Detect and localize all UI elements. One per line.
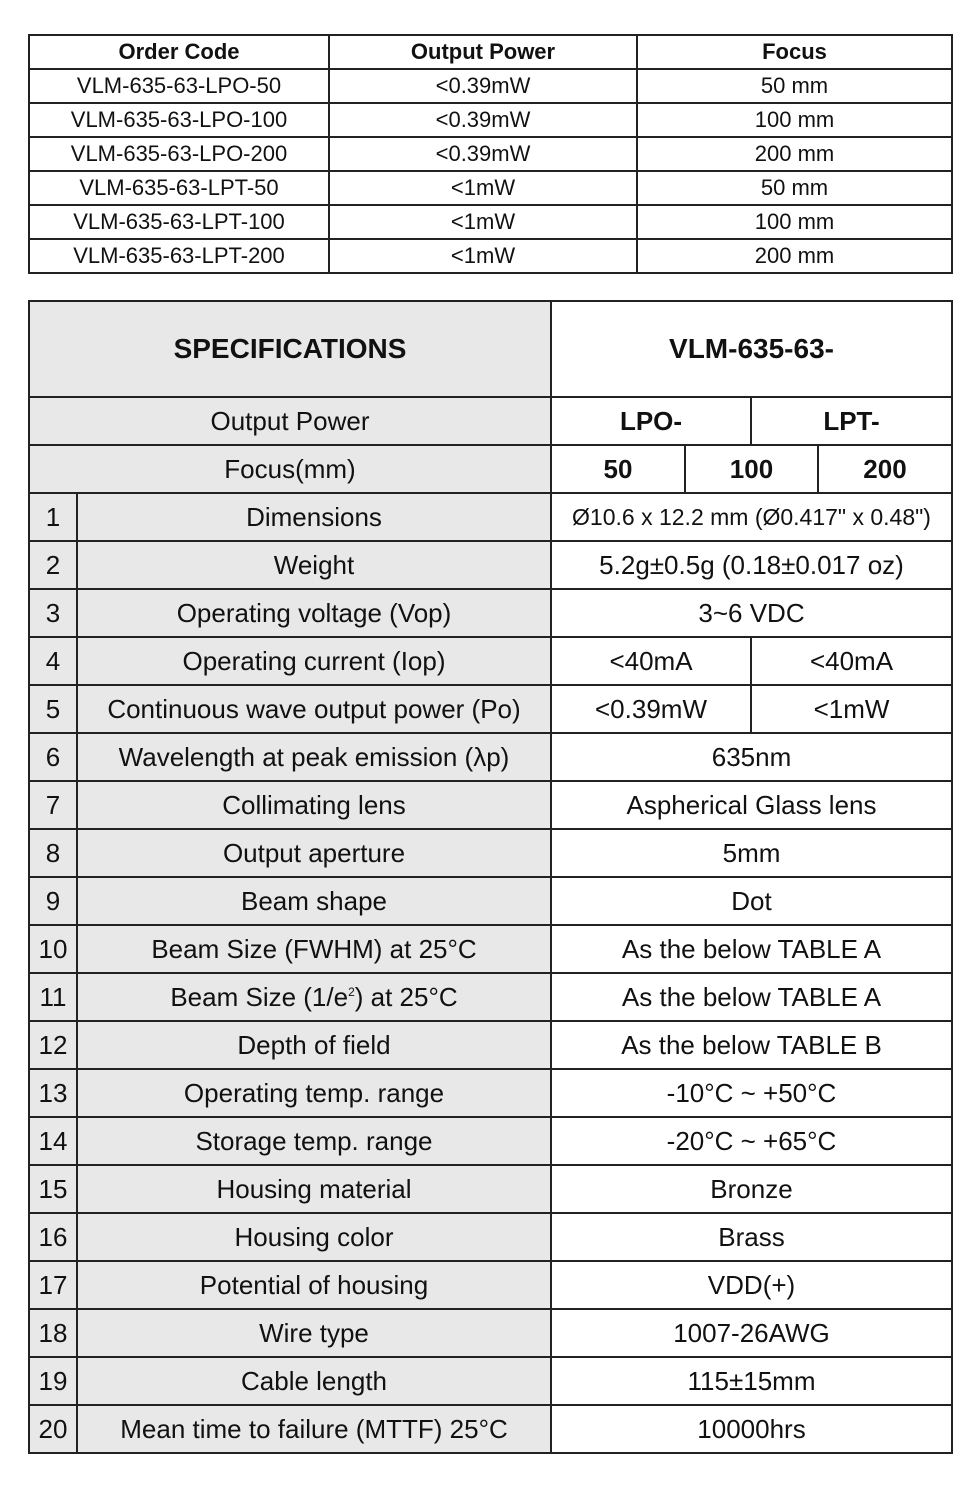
order-code: VLM-635-63-LPT-200 — [29, 239, 329, 273]
order-code: VLM-635-63-LPT-100 — [29, 205, 329, 239]
spec-model: VLM-635-63- — [551, 301, 952, 397]
row-number: 16 — [29, 1213, 77, 1261]
spec-value: Aspherical Glass lens — [551, 781, 952, 829]
row-number: 4 — [29, 637, 77, 685]
variant-lpt: LPT- — [751, 397, 952, 445]
order-code: VLM-635-63-LPT-50 — [29, 171, 329, 205]
row-number: 6 — [29, 733, 77, 781]
table-row — [29, 1213, 952, 1261]
table-row — [29, 493, 952, 541]
spec-label — [77, 973, 551, 1021]
table-row — [29, 829, 952, 877]
spec-value: 115±15mm — [551, 1357, 952, 1405]
table-row — [29, 1117, 952, 1165]
spec-value: Bronze — [551, 1165, 952, 1213]
spec-label: Collimating lens — [77, 781, 551, 829]
row-number: 14 — [29, 1117, 77, 1165]
spec-value-lpt: <1mW — [751, 685, 952, 733]
spec-label: Cable length — [77, 1357, 551, 1405]
spec-value: 635nm — [551, 733, 952, 781]
spec-label: Wire type — [77, 1309, 551, 1357]
spec-value: As the below TABLE A — [551, 925, 952, 973]
row-number: 12 — [29, 1021, 77, 1069]
table-row — [29, 733, 952, 781]
focus-label: Focus(mm) — [29, 445, 551, 493]
spec-value: Dot — [551, 877, 952, 925]
spec-label-pre: Beam Size (1/e — [170, 981, 349, 1012]
spec-value: VDD(+) — [551, 1261, 952, 1309]
spec-label-sup: 2 — [348, 984, 355, 999]
row-number: 8 — [29, 829, 77, 877]
output-power: <1mW — [329, 205, 637, 239]
table-row — [29, 925, 952, 973]
focus-value-200: 200 — [818, 445, 952, 493]
output-power-row — [29, 397, 952, 445]
spec-label: Housing color — [77, 1213, 551, 1261]
spec-label: Potential of housing — [77, 1261, 551, 1309]
table-row — [29, 103, 952, 137]
order-code: VLM-635-63-LPO-100 — [29, 103, 329, 137]
row-number: 1 — [29, 493, 77, 541]
table-row — [29, 685, 952, 733]
row-number: 19 — [29, 1357, 77, 1405]
table-row — [29, 205, 952, 239]
table-row — [29, 1357, 952, 1405]
spec-label: Operating current (Iop) — [77, 637, 551, 685]
spec-label: Continuous wave output power (Po) — [77, 685, 551, 733]
specifications-table — [28, 300, 953, 1454]
table-row — [29, 239, 952, 273]
table-row — [29, 1165, 952, 1213]
focus-value-100: 100 — [685, 445, 818, 493]
spec-label: Wavelength at peak emission (λp) — [77, 733, 551, 781]
output-power-label: Output Power — [29, 397, 551, 445]
table-row — [29, 69, 952, 103]
focus: 200 mm — [637, 137, 952, 171]
spec-header-row — [29, 301, 952, 397]
spec-value: 5mm — [551, 829, 952, 877]
table-row — [29, 1405, 952, 1453]
spec-label: Beam Size (FWHM) at 25°C — [77, 925, 551, 973]
spec-value-lpt: <40mA — [751, 637, 952, 685]
row-number: 2 — [29, 541, 77, 589]
spec-label: Storage temp. range — [77, 1117, 551, 1165]
table-row — [29, 589, 952, 637]
focus-value-50: 50 — [551, 445, 685, 493]
table-row — [29, 1069, 952, 1117]
spec-label: Operating voltage (Vop) — [77, 589, 551, 637]
focus: 50 mm — [637, 171, 952, 205]
order-table-header — [29, 35, 952, 69]
spec-value-lpo: <40mA — [551, 637, 751, 685]
spec-label: Weight — [77, 541, 551, 589]
table-row — [29, 877, 952, 925]
spec-value: 3~6 VDC — [551, 589, 952, 637]
order-code-table — [28, 34, 953, 274]
output-power: <0.39mW — [329, 103, 637, 137]
table-row — [29, 1309, 952, 1357]
spec-label: Output aperture — [77, 829, 551, 877]
spec-value: -10°C ~ +50°C — [551, 1069, 952, 1117]
row-number: 7 — [29, 781, 77, 829]
row-number: 20 — [29, 1405, 77, 1453]
table-row — [29, 171, 952, 205]
output-power: <0.39mW — [329, 69, 637, 103]
row-number: 15 — [29, 1165, 77, 1213]
spec-value: -20°C ~ +65°C — [551, 1117, 952, 1165]
row-number: 3 — [29, 589, 77, 637]
spec-label: Housing material — [77, 1165, 551, 1213]
spec-title: SPECIFICATIONS — [29, 301, 551, 397]
spec-value: As the below TABLE B — [551, 1021, 952, 1069]
spec-label: Operating temp. range — [77, 1069, 551, 1117]
row-number: 11 — [29, 973, 77, 1021]
row-number: 10 — [29, 925, 77, 973]
spec-value: Ø10.6 x 12.2 mm (Ø0.417" x 0.48") — [551, 493, 952, 541]
table-row — [29, 1261, 952, 1309]
row-number: 17 — [29, 1261, 77, 1309]
spec-label: Depth of field — [77, 1021, 551, 1069]
output-power: <0.39mW — [329, 137, 637, 171]
focus-row — [29, 445, 952, 493]
output-power: <1mW — [329, 239, 637, 273]
table-row — [29, 973, 952, 1021]
header-output-power: Output Power — [329, 35, 637, 69]
row-number: 5 — [29, 685, 77, 733]
spec-value: Brass — [551, 1213, 952, 1261]
spec-value: 5.2g±0.5g (0.18±0.017 oz) — [551, 541, 952, 589]
spec-value: 1007-26AWG — [551, 1309, 952, 1357]
spec-value: As the below TABLE A — [551, 973, 952, 1021]
row-number: 13 — [29, 1069, 77, 1117]
spec-label: Dimensions — [77, 493, 551, 541]
table-row — [29, 781, 952, 829]
focus: 100 mm — [637, 103, 952, 137]
focus: 100 mm — [637, 205, 952, 239]
variant-lpo: LPO- — [551, 397, 751, 445]
spec-label: Beam shape — [77, 877, 551, 925]
header-order-code: Order Code — [29, 35, 329, 69]
table-row — [29, 1021, 952, 1069]
row-number: 9 — [29, 877, 77, 925]
spec-value: 10000hrs — [551, 1405, 952, 1453]
focus: 200 mm — [637, 239, 952, 273]
spec-value-lpo: <0.39mW — [551, 685, 751, 733]
table-row — [29, 541, 952, 589]
table-row — [29, 137, 952, 171]
header-focus: Focus — [637, 35, 952, 69]
spec-label-post: ) at 25°C — [354, 981, 458, 1012]
table-row — [29, 637, 952, 685]
output-power: <1mW — [329, 171, 637, 205]
focus: 50 mm — [637, 69, 952, 103]
spec-label: Mean time to failure (MTTF) 25°C — [77, 1405, 551, 1453]
order-code: VLM-635-63-LPO-200 — [29, 137, 329, 171]
row-number: 18 — [29, 1309, 77, 1357]
order-code: VLM-635-63-LPO-50 — [29, 69, 329, 103]
